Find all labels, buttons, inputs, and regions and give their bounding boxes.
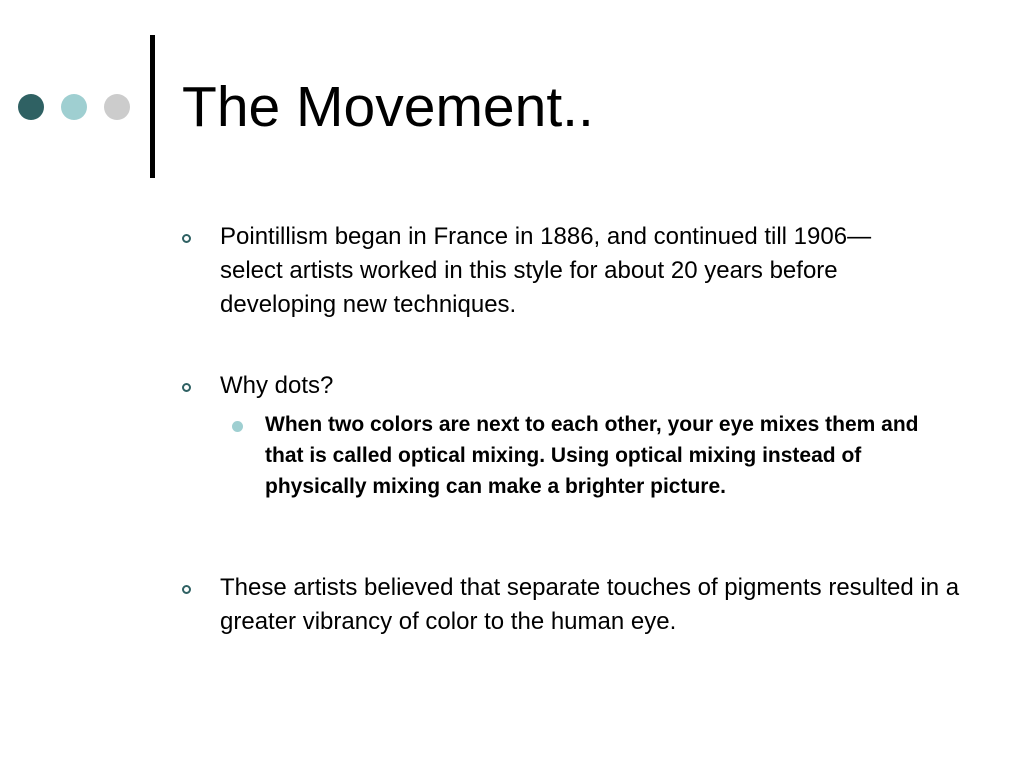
filled-bullet-icon	[232, 421, 243, 432]
ring-bullet-icon	[182, 234, 191, 243]
ring-bullet-icon	[182, 585, 191, 594]
decorative-dot-dark-teal	[18, 94, 44, 120]
bullet-text-2: Why dots?	[220, 372, 334, 399]
decorative-dot-light-teal	[61, 94, 87, 120]
bullet-text-3: These artists believed that separate touches of pigments resulted in a greater vibrancy of color to the human eye.	[220, 574, 960, 635]
decorative-dot-gray	[104, 94, 130, 120]
title-vertical-rule	[150, 35, 155, 178]
sub-bullet-text-1: When two colors are next to each other, your eye mixes them and that is called optical mixing. Using optical mixing instead of physically mixing can make a brighter picture.	[265, 413, 919, 498]
slide-title: The Movement..	[182, 75, 594, 139]
bullet-text-1: Pointillism began in France in 1886, and continued till 1906—select artists worked in this style for about 20 years before developing new techniques.	[220, 223, 872, 318]
ring-bullet-icon	[182, 383, 191, 392]
